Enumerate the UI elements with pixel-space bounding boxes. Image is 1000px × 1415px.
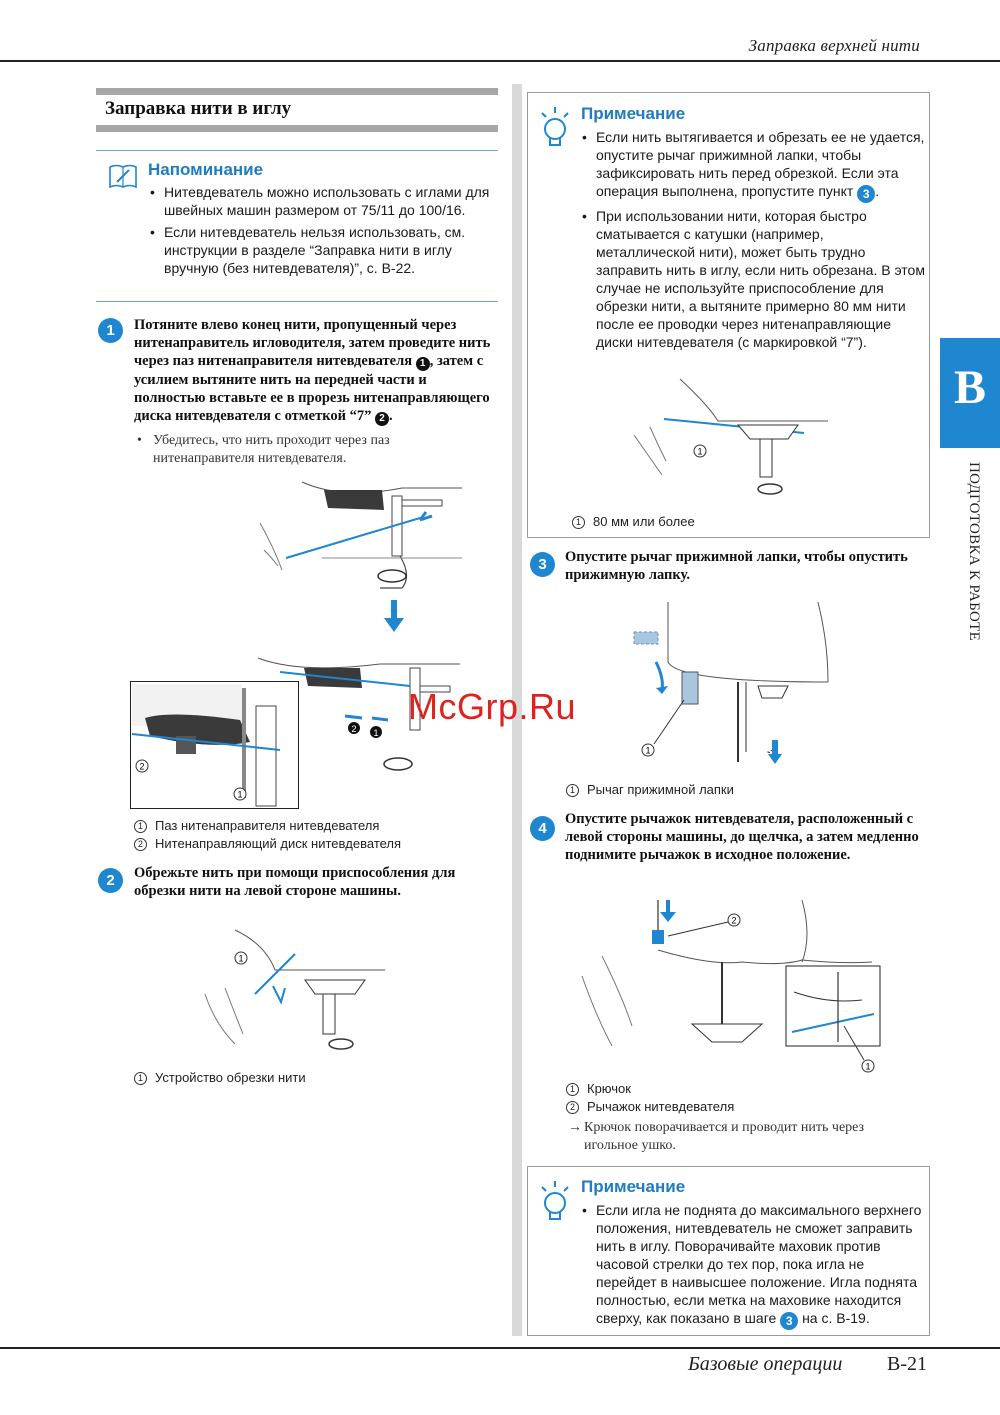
note-1-item-1-a: Если нить вытягивается и обрезать ее не удается, опустите рычаг прижимной лапки, чтобы зафиксировать нить перед обрезкой. Если эта операция выполнена, пропустите пункт bbox=[596, 129, 925, 199]
lightbulb-icon bbox=[538, 1179, 572, 1225]
page-number: B-21 bbox=[887, 1353, 927, 1375]
svg-text:2: 2 bbox=[351, 724, 357, 734]
running-header: Заправка верхней нити bbox=[748, 36, 920, 55]
note-box-2 bbox=[527, 1166, 930, 1336]
step-1-text bbox=[134, 316, 500, 426]
note-1-item-1 bbox=[580, 128, 925, 203]
svg-text:2: 2 bbox=[139, 761, 145, 772]
note-2-text-b: на с. B-19. bbox=[802, 1310, 870, 1326]
callout-number: 1 bbox=[566, 1083, 579, 1096]
note-1-list bbox=[580, 128, 925, 355]
step-number-3: 3 bbox=[530, 552, 555, 577]
note-2-text-a: Если игла не поднята до максимального верхнего положения, нитевдеватель не сможет заправить нить в иглу. Поворачивайте маховик против часовой стрелки до тех пор, пока игла не перейдет в наивысшее положение. Игла поднята полностью, если метка на маховике находится сверху, как показано в шаге bbox=[596, 1202, 922, 1326]
lightbulb-icon bbox=[538, 105, 572, 151]
step-3-text: Опустите рычаг прижимной лапки, чтобы опустить прижимную лапку. bbox=[565, 549, 908, 583]
memo-box bbox=[96, 150, 498, 302]
step-2-callout bbox=[134, 1069, 306, 1087]
callout-number: 1 bbox=[134, 820, 147, 833]
chapter-label: ПОДГОТОВКА К РАБОТЕ bbox=[966, 462, 982, 642]
svg-text:1: 1 bbox=[238, 953, 244, 964]
chapter-letter: B bbox=[953, 361, 986, 414]
footer-rule bbox=[0, 1347, 1000, 1349]
callout-text: Нитенаправляющий диск нитевдевателя bbox=[155, 836, 402, 851]
step-1-callout-2 bbox=[134, 835, 401, 853]
heading-bar-bottom bbox=[96, 125, 498, 132]
step-4-callout-2 bbox=[566, 1098, 734, 1116]
svg-text:1: 1 bbox=[697, 446, 703, 457]
note-box-1 bbox=[527, 92, 930, 538]
heading-bar-top bbox=[96, 88, 498, 95]
note-1-callout bbox=[572, 513, 695, 531]
callout-number: 1 bbox=[566, 784, 579, 797]
step-ref-3: 3 bbox=[780, 1312, 798, 1330]
step-1-note: • Убедитесь, что нить проходит через паз нитенаправителя нитевдевателя. bbox=[137, 433, 390, 466]
note-2-list bbox=[580, 1201, 925, 1334]
step-1-text-b: , затем с усилием вытяните нить на передней части и полностью вставьте ее в прорезь нитенаправляющего диска нитевдевателя с отметкой “7” bbox=[134, 353, 490, 424]
marker-1: 1 bbox=[416, 357, 430, 371]
callout-number: 2 bbox=[566, 1101, 579, 1114]
callout-number: 1 bbox=[572, 516, 585, 529]
memo-item: • Нитевдеватель можно использовать с иглами для швейных машин размером от 75/11 до 100/16. bbox=[148, 183, 493, 219]
step-number-4: 4 bbox=[530, 816, 555, 841]
section-title: Заправка нити в иглу bbox=[105, 98, 292, 119]
step-4-result-text: Крючок поворачивается и проводит нить через игольное ушко. bbox=[584, 1120, 865, 1153]
footer-title: Базовые операции bbox=[688, 1353, 843, 1375]
step-4-text: Опустите рычажок нитевдевателя, расположенный с левой стороны машины, до щелчка, а затем медленно поднимите рычажок в исходное положение. bbox=[565, 811, 919, 863]
header-rule bbox=[0, 60, 1000, 62]
callout-text: Рычажок нитевдевателя bbox=[587, 1099, 735, 1114]
note-1-item-1-b: . bbox=[875, 183, 880, 199]
step-1-text-a: Потяните влево конец нити, пропущенный через нитенаправитель игловодителя, затем проведите нить через паз нитенаправителя нитевдевателя bbox=[134, 317, 491, 369]
svg-text:1: 1 bbox=[237, 789, 243, 800]
step-number-2: 2 bbox=[98, 868, 123, 893]
note-1-item-2: • При использовании нити, которая быстро сматывается с катушки (например, металлической нити), может быть трудно заправить нить в иглу, если нить обрезана. В этом случае не используйте приспособление для обрезки нити, а вытяните примерно 80 мм нити после ее проводки через нитенаправляющие диски нитевдевателя (с маркировкой “7”). bbox=[580, 207, 925, 351]
memo-title: Напоминание bbox=[148, 160, 264, 179]
figure-threader-lever bbox=[572, 896, 884, 1076]
chapter-tab bbox=[940, 338, 1000, 448]
watermark: McGrp.Ru bbox=[408, 686, 577, 727]
result-arrow: → bbox=[568, 1120, 582, 1135]
note-1-title: Примечание bbox=[581, 104, 686, 123]
step-1-text-c: . bbox=[388, 408, 393, 424]
memo-list bbox=[148, 183, 493, 281]
figure-presser-foot-lever bbox=[628, 602, 838, 774]
callout-number: 1 bbox=[134, 1072, 147, 1085]
callout-text: Паз нитенаправителя нитевдевателя bbox=[155, 818, 380, 833]
figure-threader-step1-bottom bbox=[130, 646, 466, 812]
svg-text:1: 1 bbox=[645, 745, 651, 756]
callout-text: 80 мм или более bbox=[593, 514, 695, 529]
svg-text:2: 2 bbox=[731, 915, 737, 926]
section-heading bbox=[96, 88, 498, 132]
note-2-item bbox=[580, 1201, 925, 1330]
figure-thread-cutter bbox=[195, 924, 395, 1060]
figure-threader-step1-top bbox=[252, 478, 464, 600]
callout-text: Устройство обрезки нити bbox=[155, 1070, 306, 1085]
note-2-title: Примечание bbox=[581, 1177, 686, 1196]
figure-80mm-thread bbox=[628, 375, 828, 501]
step-1-callout-1 bbox=[134, 817, 379, 835]
memo-item: • Если нитевдеватель нельзя использовать, см. инструкции в разделе “Заправка нити в иглу вручную (без нитевдевателя)”, с. B-22. bbox=[148, 223, 493, 277]
callout-text: Крючок bbox=[587, 1081, 631, 1096]
svg-text:1: 1 bbox=[373, 728, 379, 738]
callout-number: 2 bbox=[134, 838, 147, 851]
step-ref-3: 3 bbox=[857, 185, 875, 203]
svg-text:1: 1 bbox=[865, 1061, 871, 1072]
arrow-down-icon bbox=[384, 600, 404, 634]
notebook-pencil-icon bbox=[108, 162, 138, 190]
step-2-text: Обрежьте нить при помощи приспособления для обрезки нити на левой стороне машины. bbox=[134, 865, 456, 899]
step-4-result bbox=[568, 1119, 914, 1155]
callout-text: Рычаг прижимной лапки bbox=[587, 782, 734, 797]
step-number-1: 1 bbox=[98, 318, 123, 343]
marker-2: 2 bbox=[375, 412, 389, 426]
step-3-callout bbox=[566, 781, 734, 799]
step-1-note-text: Убедитесь, что нить проходит через паз нитенаправителя нитевдевателя. bbox=[153, 433, 390, 466]
step-4-callout-1 bbox=[566, 1080, 631, 1098]
